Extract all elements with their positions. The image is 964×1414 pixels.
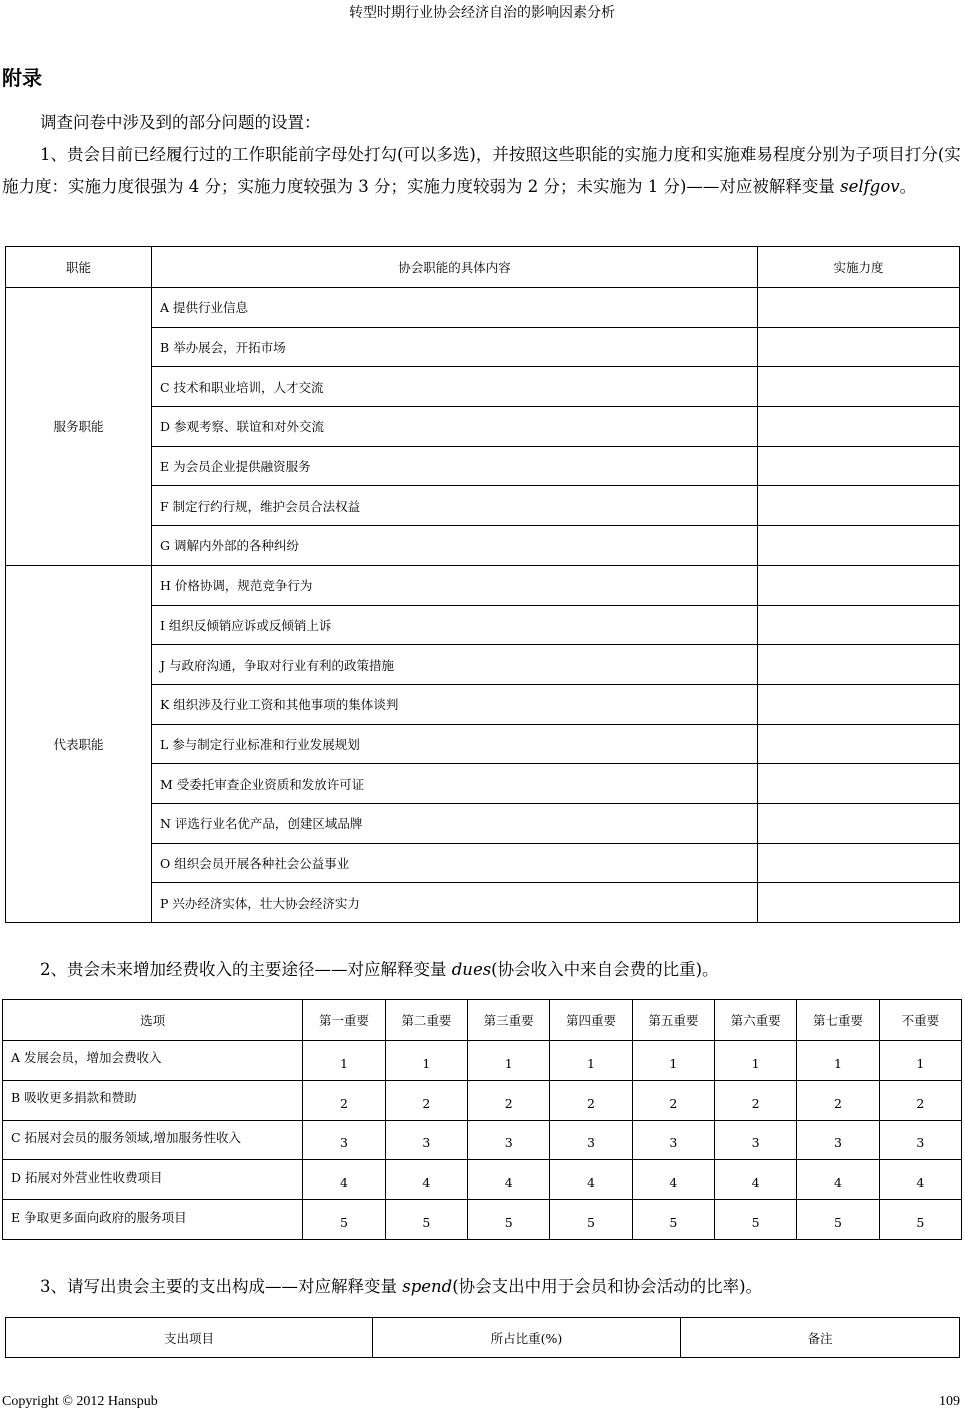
header-cell: 选项 [3,1000,303,1041]
rank-value: 2 [632,1080,714,1120]
function-item: H 价格协调，规范竞争行为 [152,565,758,605]
rank-value: 3 [797,1120,879,1160]
header-cell: 第六重要 [714,1000,796,1041]
rank-value: 4 [714,1160,796,1200]
question-3-variable: spend [402,1277,453,1296]
rank-value: 3 [879,1120,961,1160]
function-item: I 组织反倾销应诉或反倾销上诉 [152,605,758,645]
header-cell: 第四重要 [550,1000,632,1041]
rank-value: 4 [468,1160,550,1200]
header-cell: 第二重要 [385,1000,467,1041]
rank-value: 4 [550,1160,632,1200]
table-row [3,1200,962,1240]
function-item: B 举办展会，开拓市场 [152,327,758,367]
rank-value: 2 [468,1080,550,1120]
function-item: J 与政府沟通，争取对行业有利的政策措施 [152,645,758,685]
rank-value: 1 [879,1041,961,1081]
table-row [3,1041,962,1081]
rating-cell[interactable] [758,843,960,883]
rating-cell[interactable] [758,883,960,923]
rating-cell[interactable] [758,327,960,367]
table-header-row [6,247,960,288]
option-label: C 拓展对会员的服务领域,增加服务性收入 [3,1120,303,1160]
intro-paragraph [2,107,964,139]
rank-value: 3 [385,1120,467,1160]
rank-value: 4 [385,1160,467,1200]
rank-value: 2 [385,1080,467,1120]
copyright-footer: Copyright © 2012 Hanspub [2,1394,158,1409]
function-item: D 参观考察、联谊和对外交流 [152,407,758,447]
rank-value: 1 [797,1041,879,1081]
rank-value: 2 [879,1080,961,1120]
rating-cell[interactable] [758,605,960,645]
function-category: 服务职能 [6,288,152,566]
rank-value: 5 [714,1200,796,1240]
question-2-paragraph [2,954,964,986]
appendix-heading: 附录 [2,66,42,90]
question-1-text: 1、贵会目前已经履行过的工作职能前字母处打勾(可以多选)，并按照这些职能的实施力度和实施难易程度分别为子项目打分(实施力度：实施力度很强为 4 分；实施力度较强为 3 分；实施力度较弱为 2 分；未实施为 1 分)——对应被解释变量 [2,145,961,196]
rank-value: 5 [385,1200,467,1240]
page-number: 109 [939,1394,960,1409]
header-cell: 备注 [681,1318,960,1358]
rank-value: 1 [550,1041,632,1081]
table-row [3,1080,962,1120]
rank-value: 4 [879,1160,961,1200]
rank-value: 2 [550,1080,632,1120]
rating-cell[interactable] [758,486,960,526]
rank-value: 5 [303,1200,385,1240]
rating-cell[interactable] [758,526,960,566]
rating-cell[interactable] [758,446,960,486]
rank-value: 4 [632,1160,714,1200]
rank-value: 5 [550,1200,632,1240]
table-row [6,565,960,605]
function-item: N 评选行业名优产品，创建区域品牌 [152,803,758,843]
rating-cell[interactable] [758,684,960,724]
table-row [3,1120,962,1160]
option-label: B 吸收更多捐款和赞助 [3,1080,303,1120]
rank-value: 3 [468,1120,550,1160]
intro-text: 调查问卷中涉及到的部分问题的设置： [40,113,321,132]
function-item: G 调解内外部的各种纠纷 [152,526,758,566]
function-item: E 为会员企业提供融资服务 [152,446,758,486]
rank-value: 3 [632,1120,714,1160]
question-3-text: 3、请写出贵会主要的支出构成——对应解释变量 [40,1277,403,1296]
function-item: F 制定行约行规，维护会员合法权益 [152,486,758,526]
rating-cell[interactable] [758,407,960,447]
income-ranking-table [2,999,962,1240]
function-item: C 技术和职业培训，人才交流 [152,367,758,407]
rank-value: 2 [303,1080,385,1120]
function-item: A 提供行业信息 [152,288,758,328]
header-cell: 不重要 [879,1000,961,1041]
option-label: D 拓展对外营业性收费项目 [3,1160,303,1200]
question-3-end: (协会支出中用于会员和协会活动的比率)。 [452,1277,763,1296]
functions-table [5,246,960,923]
rank-value: 1 [632,1041,714,1081]
rank-value: 5 [797,1200,879,1240]
question-1-end: 。 [899,176,917,196]
table-row [3,1160,962,1200]
rank-value: 1 [714,1041,796,1081]
header-cell: 所占比重(%) [373,1318,681,1358]
rating-cell[interactable] [758,565,960,605]
option-label: A 发展会员，增加会费收入 [3,1041,303,1081]
header-cell: 第一重要 [303,1000,385,1041]
rank-value: 4 [303,1160,385,1200]
rank-value: 1 [303,1041,385,1081]
running-header: 转型时期行业协会经济自治的影响因素分析 [349,5,615,21]
question-2-end: (协会收入中来自会费的比重)。 [491,960,719,979]
function-item: K 组织涉及行业工资和其他事项的集体谈判 [152,684,758,724]
question-1-variable: selfgov [840,176,900,196]
function-category: 代表职能 [6,565,152,922]
table-header-row [3,1000,962,1041]
rank-value: 3 [714,1120,796,1160]
rank-value: 2 [797,1080,879,1120]
rank-value: 5 [468,1200,550,1240]
header-cell: 第三重要 [468,1000,550,1041]
function-item: P 兴办经济实体，壮大协会经济实力 [152,883,758,923]
expenditure-table [5,1317,960,1358]
rating-cell[interactable] [758,288,960,328]
question-2-text: 2、贵会未来增加经费收入的主要途径——对应解释变量 [40,960,452,979]
rating-cell[interactable] [758,724,960,764]
function-item: L 参与制定行业标准和行业发展规划 [152,724,758,764]
question-2-variable: dues [451,960,492,979]
option-label: E 争取更多面向政府的服务项目 [3,1200,303,1240]
rank-value: 5 [632,1200,714,1240]
header-cell: 第五重要 [632,1000,714,1041]
rank-value: 3 [550,1120,632,1160]
rating-cell[interactable] [758,367,960,407]
rank-value: 5 [879,1200,961,1240]
question-1-paragraph [2,139,964,202]
header-cell: 支出项目 [6,1318,373,1358]
rank-value: 1 [385,1041,467,1081]
question-3-paragraph [2,1271,964,1303]
function-item: O 组织会员开展各种社会公益事业 [152,843,758,883]
table-row [6,288,960,328]
rank-value: 2 [714,1080,796,1120]
rating-cell[interactable] [758,803,960,843]
header-cell: 协会职能的具体内容 [152,247,758,288]
function-item: M 受委托审查企业资质和发放许可证 [152,764,758,804]
header-cell: 实施力度 [758,247,960,288]
header-cell: 职能 [6,247,152,288]
table-header-row [6,1318,960,1358]
rank-value: 3 [303,1120,385,1160]
rating-cell[interactable] [758,764,960,804]
rank-value: 1 [468,1041,550,1081]
rank-value: 4 [797,1160,879,1200]
header-cell: 第七重要 [797,1000,879,1041]
rating-cell[interactable] [758,645,960,685]
